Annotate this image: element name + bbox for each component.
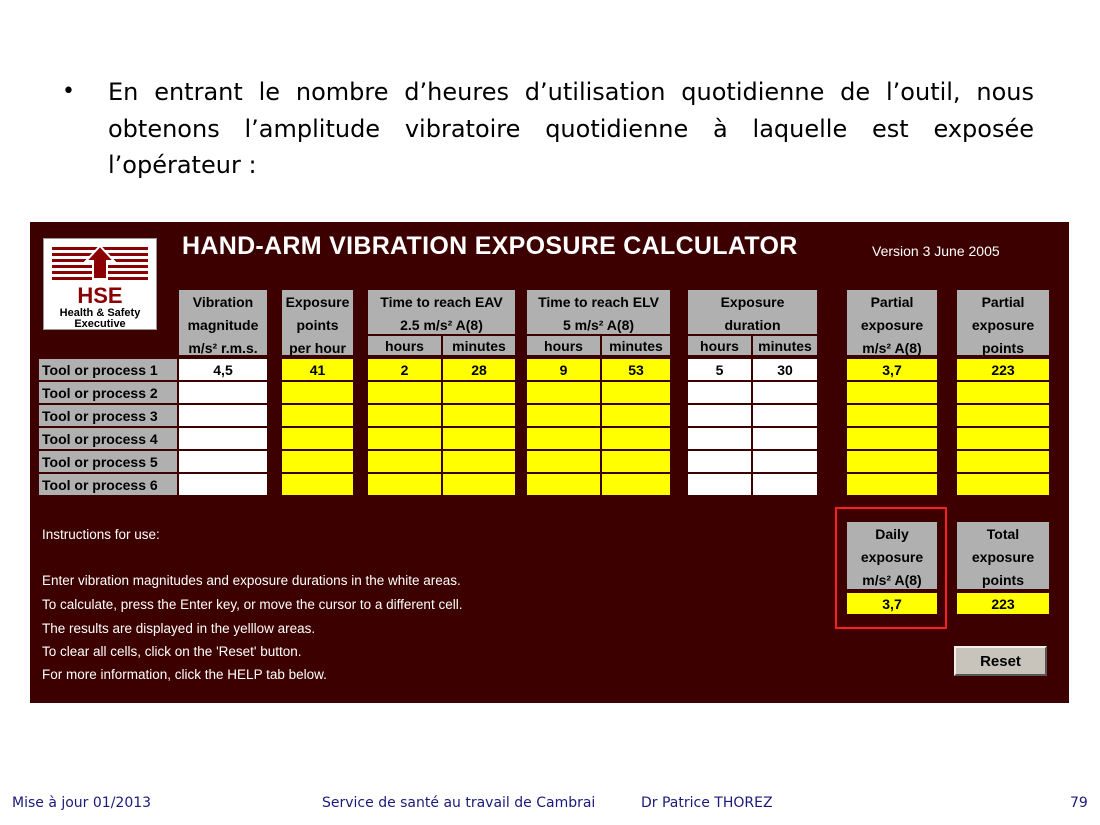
- header-elv-minutes: minutes: [601, 335, 671, 356]
- instruction-line: To clear all cells, click on the 'Reset' button.: [42, 644, 302, 659]
- footer-updated: Mise à jour 01/2013: [12, 795, 152, 811]
- duration-hours-input[interactable]: [687, 427, 752, 450]
- header-exposure-points: Exposure points per hour: [281, 289, 354, 356]
- calculator-panel: [30, 222, 1069, 703]
- eav-hours-output: [367, 450, 442, 473]
- header-duration: Exposure duration: [687, 289, 818, 335]
- row-label-tool-6: Tool or process 6: [38, 473, 178, 496]
- eav-hours-output: [367, 381, 442, 404]
- header-elv-hours: hours: [526, 335, 601, 356]
- header-partial-exposure: Partial exposure m/s² A(8): [846, 289, 938, 356]
- header-daily-exposure: Daily exposure m/s² A(8): [846, 521, 938, 590]
- elv-hours-output: [526, 404, 601, 427]
- points-per-hour-output: [281, 404, 354, 427]
- footer-service: Service de santé au travail de Cambrai: [322, 795, 596, 811]
- eav-minutes-output: [442, 404, 516, 427]
- eav-hours-output: 2: [367, 358, 442, 381]
- duration-hours-input[interactable]: [687, 473, 752, 496]
- elv-minutes-output: [601, 427, 671, 450]
- row-label-tool-3: Tool or process 3: [38, 404, 178, 427]
- elv-hours-output: [526, 381, 601, 404]
- duration-minutes-input[interactable]: [752, 381, 818, 404]
- footer-author: Dr Patrice THOREZ: [641, 795, 773, 811]
- bullet-dot: •: [62, 79, 75, 104]
- vibration-input[interactable]: [178, 404, 268, 427]
- elv-minutes-output: [601, 473, 671, 496]
- eav-minutes-output: [442, 381, 516, 404]
- header-partial-points: Partial exposure points: [956, 289, 1050, 356]
- partial-exposure-output: [846, 450, 938, 473]
- vibration-input[interactable]: [178, 427, 268, 450]
- elv-minutes-output: [601, 404, 671, 427]
- instruction-line: Enter vibration magnitudes and exposure durations in the white areas.: [42, 573, 461, 588]
- vibration-input[interactable]: 4,5: [178, 358, 268, 381]
- duration-hours-input[interactable]: 5: [687, 358, 752, 381]
- elv-minutes-output: [601, 450, 671, 473]
- bullet-text: En entrant le nombre d’heures d’utilisation quotidienne de l’outil, nous obtenons l’amplitude vibratoire quotidienne à laquelle est exposée l’opérateur :: [108, 78, 1034, 179]
- eav-minutes-output: [442, 427, 516, 450]
- header-duration-hours: hours: [687, 335, 752, 356]
- points-per-hour-output: [281, 450, 354, 473]
- duration-hours-input[interactable]: [687, 381, 752, 404]
- partial-exposure-output: [846, 404, 938, 427]
- partial-exposure-output: 3,7: [846, 358, 938, 381]
- eav-minutes-output: [442, 473, 516, 496]
- eav-hours-output: [367, 404, 442, 427]
- duration-minutes-input[interactable]: [752, 404, 818, 427]
- header-total-points: Total exposure points: [956, 521, 1050, 590]
- daily-exposure-value: 3,7: [846, 592, 938, 615]
- logo-acronym: HSE: [77, 283, 123, 308]
- hse-logo: [43, 238, 157, 330]
- header-vibration: Vibration magnitude m/s² r.m.s.: [178, 289, 268, 356]
- logo-line1: Health & Safety: [59, 307, 141, 319]
- calculator-title: HAND-ARM VIBRATION EXPOSURE CALCULATOR: [182, 232, 798, 260]
- elv-minutes-output: [601, 381, 671, 404]
- row-label-tool-1: Tool or process 1: [38, 358, 178, 381]
- vibration-input[interactable]: [178, 381, 268, 404]
- partial-exposure-output: [846, 473, 938, 496]
- eav-minutes-output: [442, 450, 516, 473]
- total-points-value: 223: [956, 592, 1050, 615]
- duration-hours-input[interactable]: [687, 450, 752, 473]
- eav-minutes-output: 28: [442, 358, 516, 381]
- partial-points-output: [956, 473, 1050, 496]
- row-label-tool-2: Tool or process 2: [38, 381, 178, 404]
- row-label-tool-4: Tool or process 4: [38, 427, 178, 450]
- header-duration-minutes: minutes: [752, 335, 818, 356]
- duration-minutes-input[interactable]: [752, 427, 818, 450]
- instruction-line: To calculate, press the Enter key, or move the cursor to a different cell.: [42, 597, 463, 612]
- duration-minutes-input[interactable]: [752, 450, 818, 473]
- duration-hours-input[interactable]: [687, 404, 752, 427]
- points-per-hour-output: [281, 381, 354, 404]
- points-per-hour-output: [281, 427, 354, 450]
- vibration-input[interactable]: [178, 473, 268, 496]
- points-per-hour-output: 41: [281, 358, 354, 381]
- elv-minutes-output: 53: [601, 358, 671, 381]
- vibration-input[interactable]: [178, 450, 268, 473]
- logo-line2: Executive: [74, 318, 126, 329]
- header-eav-minutes: minutes: [442, 335, 516, 356]
- elv-hours-output: [526, 427, 601, 450]
- version-label: Version 3 June 2005: [872, 243, 1000, 259]
- header-elv: Time to reach ELV 5 m/s² A(8): [526, 289, 671, 335]
- points-per-hour-output: [281, 473, 354, 496]
- instructions-heading: Instructions for use:: [42, 527, 160, 542]
- partial-points-output: 223: [956, 358, 1050, 381]
- eav-hours-output: [367, 473, 442, 496]
- partial-exposure-output: [846, 381, 938, 404]
- row-label-tool-5: Tool or process 5: [38, 450, 178, 473]
- header-eav-hours: hours: [367, 335, 442, 356]
- partial-exposure-output: [846, 427, 938, 450]
- footer-page-number: 79: [1070, 795, 1088, 811]
- elv-hours-output: [526, 473, 601, 496]
- partial-points-output: [956, 404, 1050, 427]
- duration-minutes-input[interactable]: 30: [752, 358, 818, 381]
- eav-hours-output: [367, 427, 442, 450]
- elv-hours-output: 9: [526, 358, 601, 381]
- duration-minutes-input[interactable]: [752, 473, 818, 496]
- instruction-line: The results are displayed in the yelllow areas.: [42, 621, 316, 636]
- partial-points-output: [956, 381, 1050, 404]
- header-eav: Time to reach EAV 2.5 m/s² A(8): [367, 289, 516, 335]
- instruction-line: For more information, click the HELP tab below.: [42, 667, 327, 682]
- partial-points-output: [956, 427, 1050, 450]
- partial-points-output: [956, 450, 1050, 473]
- elv-hours-output: [526, 450, 601, 473]
- reset-button[interactable]: Reset: [954, 646, 1047, 676]
